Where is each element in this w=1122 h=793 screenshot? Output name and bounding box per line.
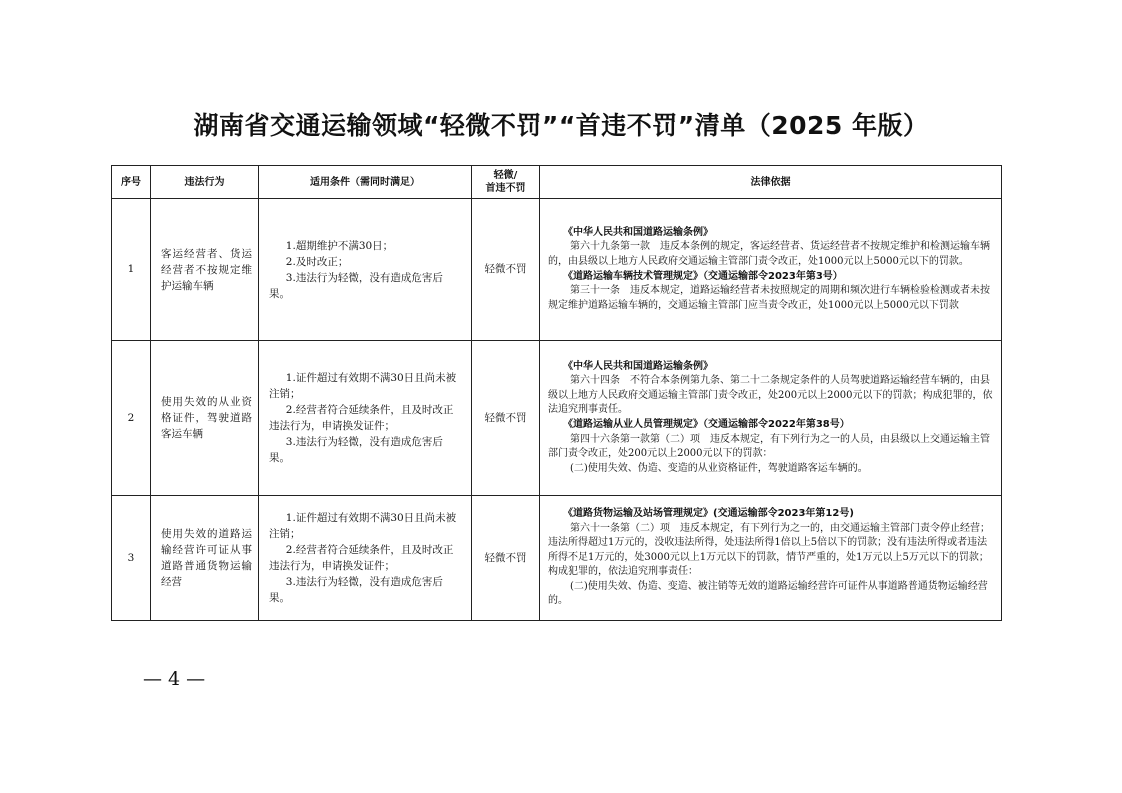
row-legal-basis bbox=[540, 341, 1002, 496]
regulation-clause: (二)使用失效、伪造、变造的从业资格证件，驾驶道路客运车辆的。 bbox=[570, 462, 868, 474]
row-seq: 2 bbox=[112, 341, 151, 496]
penalty-list-table bbox=[111, 165, 1002, 621]
header-seq: 序号 bbox=[112, 166, 151, 199]
regulation-clause: (二)使用失效、伪造、变造、被注销等无效的道路运输经营许可证件从事道路普通货物运输经营的。 bbox=[548, 580, 988, 607]
regulation-title: 《道路运输车辆技术管理规定》（交通运输部令2023年第3号） bbox=[563, 270, 843, 282]
regulation-title: 《中华人民共和国道路运输条例》 bbox=[563, 226, 713, 238]
document-title: 湖南省交通运输领域“轻微不罚”“首违不罚”清单（2025 年版） bbox=[193, 111, 929, 140]
header-legal-basis: 法律依据 bbox=[540, 166, 1002, 199]
condition-item: 1.证件超过有效期不满30日且尚未被注销； bbox=[269, 512, 457, 540]
regulation-title: 《道路货物运输及站场管理规定》(交通运输部令2023年第12号) bbox=[563, 507, 854, 519]
table-header-row bbox=[112, 166, 1002, 199]
header-type-line2: 首违不罚 bbox=[485, 183, 526, 194]
row-penalty-type: 轻微不罚 bbox=[472, 341, 540, 496]
table-row bbox=[112, 341, 1002, 496]
regulation-clause: 第三十一条 违反本规定，道路运输经营者未按照规定的周期和频次进行车辆检验检测或者未按规定维护道路运输车辆的，交通运输主管部门应当责令改正，处1000元以上5000元以下罚款 bbox=[548, 285, 990, 311]
row-legal-basis bbox=[540, 496, 1002, 621]
condition-item: 2.及时改正； bbox=[285, 255, 349, 268]
condition-item: 1.证件超过有效期不满30日且尚未被注销； bbox=[269, 372, 457, 400]
condition-item: 2.经营者符合延续条件，且及时改正违法行为，申请换发证件； bbox=[269, 404, 454, 432]
condition-item: 3.违法行为轻微，没有造成危害后果。 bbox=[269, 271, 443, 300]
row-conditions bbox=[259, 199, 472, 341]
regulation-clause: 第六十九条第一款 违反本条例的规定，客运经营者、货运经营者不按规定维护和检测运输车辆的，由县级以上地方人民政府交通运输主管部门责令改正，处1000元以上5000元以下的罚款。 bbox=[548, 241, 990, 267]
condition-item: 2.经营者符合延续条件，且及时改正违法行为，申请换发证件； bbox=[269, 544, 454, 572]
regulation-title: 《中华人民共和国道路运输条例》 bbox=[563, 360, 713, 372]
table-row bbox=[112, 199, 1002, 341]
condition-item: 1.超期维护不满30日； bbox=[285, 239, 394, 252]
header-conditions: 适用条件（需同时满足） bbox=[259, 166, 472, 199]
condition-item: 3.违法行为轻微，没有造成危害后果。 bbox=[269, 436, 443, 464]
regulation-clause: 第四十六条第一款第（二）项 违反本规定，有下列行为之一的人员，由县级以上交通运输主管部门责令改正，处200元以上2000元以下的罚款： bbox=[548, 433, 990, 460]
row-violation: 使用失效的从业资格证件，驾驶道路客运车辆 bbox=[151, 341, 259, 496]
condition-item: 3.违法行为轻微，没有造成危害后果。 bbox=[269, 576, 443, 604]
regulation-title: 《道路运输从业人员管理规定》（交通运输部令2022年第38号） bbox=[563, 419, 850, 430]
regulation-clause: 第六十四条 不符合本条例第九条、第二十二条规定条件的人员驾驶道路运输经营车辆的，由县级以上地方人民政府交通运输主管部门责令改正，处200元以上2000元以下的罚款；构成犯罪的，依法追究刑事责任。 bbox=[548, 375, 993, 416]
table-row bbox=[112, 496, 1002, 621]
row-penalty-type: 轻微不罚 bbox=[472, 496, 540, 621]
row-legal-basis bbox=[540, 199, 1002, 341]
regulation-clause: 第六十一条第（二）项 违反本规定，有下列行为之一的，由交通运输主管部门责令停止经营；违法所得超过1万元的，没收违法所得，处违法所得1倍以上5倍以下的罚款；没有违法所得或者违法所得不足1万元的，处3000元以上1万元以下的罚款，情节严重的，处1万元以上5万元以下的罚款；构成犯罪的，依法追究刑事责任： bbox=[548, 522, 990, 578]
row-violation: 客运经营者、货运经营者不按规定维护运输车辆 bbox=[151, 199, 259, 341]
row-conditions bbox=[259, 341, 472, 496]
row-seq: 1 bbox=[112, 199, 151, 341]
row-violation: 使用失效的道路运输经营许可证从事道路普通货物运输经营 bbox=[151, 496, 259, 621]
header-type bbox=[472, 166, 540, 199]
header-violation: 违法行为 bbox=[151, 166, 259, 199]
page-number: — 4 — bbox=[143, 668, 206, 690]
row-seq: 3 bbox=[112, 496, 151, 621]
row-penalty-type: 轻微不罚 bbox=[472, 199, 540, 341]
header-type-line1: 轻微/ bbox=[493, 170, 518, 181]
row-conditions bbox=[259, 496, 472, 621]
